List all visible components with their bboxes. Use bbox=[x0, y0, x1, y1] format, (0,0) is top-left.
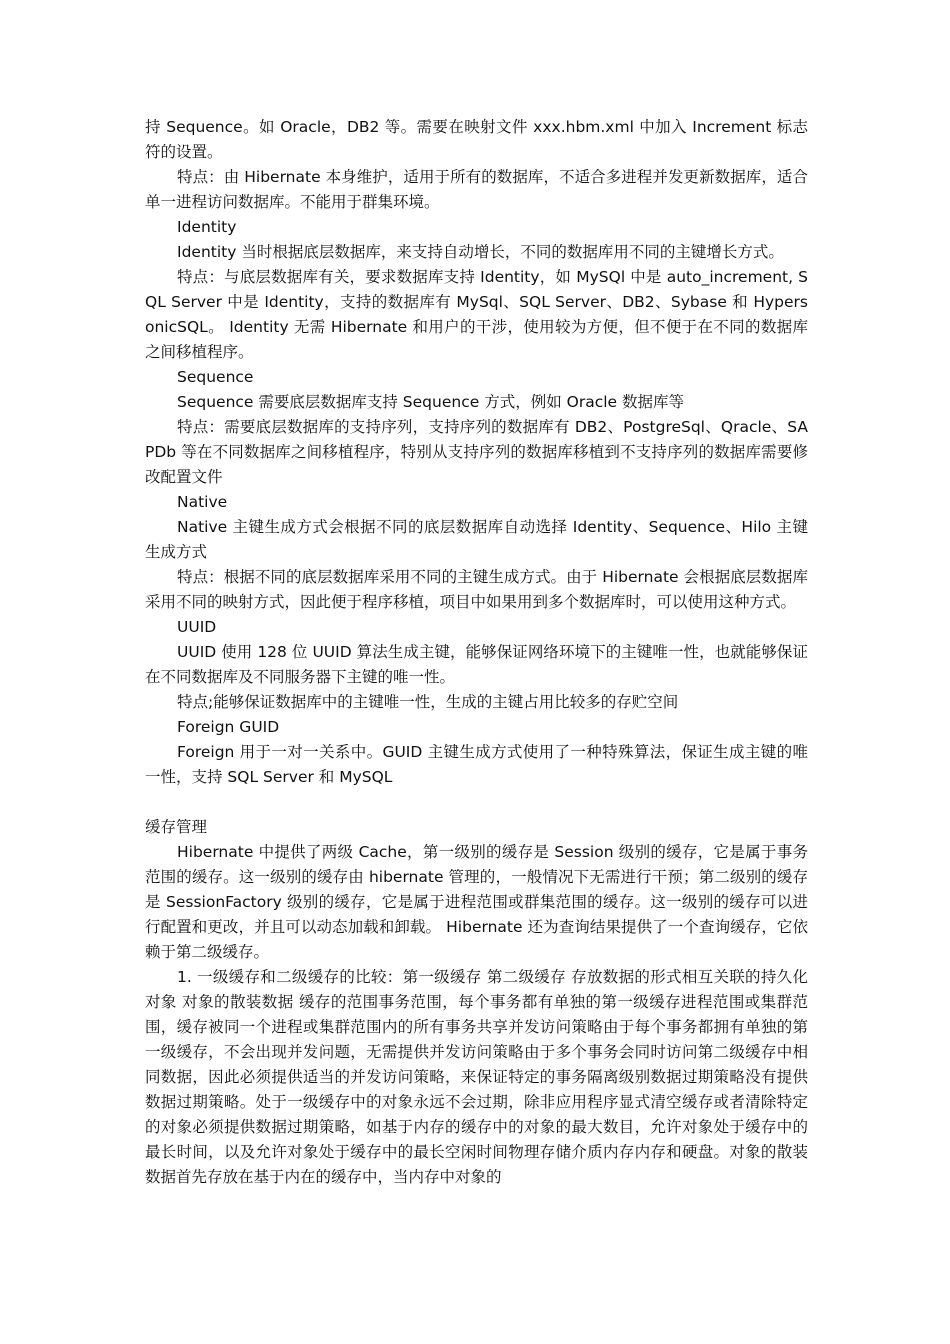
paragraph: 1. 一级缓存和二级缓存的比较：第一级缓存 第二级缓存 存放数据的形式相互关联的持久化对象 对象的散装数据 缓存的范围事务范围，每个事务都有单独的第一级缓存进程范围或集群范围，缓存被同一个进程或集群范围内的所有事务共享并发访问策略由于每个事务都拥有单独的第一级缓存，不会出现并发问题，无需提供并发访问策略由于多个事务会同时访问第二级缓存中相同数据，因此必须提供适当的并发访问策略，来保证特定的事务隔离级别数据过期策略没有提供数据过期策略。处于一级缓存中的对象永远不会过期，除非应用程序显式清空缓存或者清除特定的对象必须提供数据过期策略，如基于内存的缓存中的对象的最大数目，允许对象处于缓存中的最长时间，以及允许对象处于缓存中的最长空闲时间物理存储介质内存内存和硬盘。对象的散装数据首先存放在基于内在的缓存中，当内存中对象的 bbox=[145, 968, 808, 1186]
paragraph: UUID 使用 128 位 UUID 算法生成主键，能够保证网络环境下的主键唯一性，也就能够保证在不同数据库及不同服务器下主键的唯一性。 bbox=[145, 643, 808, 686]
paragraph: 特点：根据不同的底层数据库采用不同的主键生成方式。由于 Hibernate 会根据底层数据库采用不同的映射方式，因此便于程序移植，项目中如果用到多个数据库时，可以使用这种方式。 bbox=[145, 568, 808, 611]
paragraph: 特点;能够保证数据库中的主键唯一性，生成的主键占用比较多的存贮空间 bbox=[177, 693, 679, 711]
paragraph: 特点：由 Hibernate 本身维护，适用于所有的数据库，不适合多进程并发更新数据库，适合单一进程访问数据库。不能用于群集环境。 bbox=[145, 168, 808, 211]
subheading-uuid: UUID bbox=[177, 618, 217, 636]
document-page bbox=[145, 115, 808, 1190]
paragraph: Sequence 需要底层数据库支持 Sequence 方式，例如 Oracle 数据库等 bbox=[177, 393, 684, 411]
paragraph: Identity 当时根据底层数据库，来支持自动增长，不同的数据库用不同的主键增长方式。 bbox=[177, 243, 784, 261]
paragraph: Hibernate 中提供了两级 Cache，第一级别的缓存是 Session 级别的缓存，它是属于事务范围的缓存。这一级别的缓存由 hibernate 管理的，一般情况下无需进行干预；第二级别的缓存是 SessionFactory 级别的缓存，它是属于进程范围或群集范围的缓存。这一级别的缓存可以进行配置和更改，并且可以动态加载和卸载。 Hibernate 还为查询结果提供了一个查询缓存，它依赖于第二级缓存。 bbox=[145, 843, 808, 961]
subheading-identity: Identity bbox=[177, 218, 237, 236]
subheading-native: Native bbox=[177, 493, 228, 511]
paragraph: 持 Sequence。如 Oracle，DB2 等。需要在映射文件 xxx.hbm.xml 中加入 Increment 标志符的设置。 bbox=[145, 118, 808, 161]
subheading-foreign-guid: Foreign GUID bbox=[177, 718, 280, 736]
section-title-cache-management: 缓存管理 bbox=[145, 818, 208, 836]
paragraph: Native 主键生成方式会根据不同的底层数据库自动选择 Identity、Sequence、Hilo 主键生成方式 bbox=[145, 518, 808, 561]
paragraph: 特点：与底层数据库有关，要求数据库支持 Identity，如 MySQl 中是 auto_increment, SQL Server 中是 Identity，支持的数据库有 MySql、SQL Server、DB2、Sybase 和 HypersonicSQL。 Identity 无需 Hibernate 和用户的干涉，使用较为方便，但不便于在不同的数据库之间移植程序。 bbox=[145, 268, 808, 361]
paragraph: 特点：需要底层数据库的支持序列，支持序列的数据库有 DB2、PostgreSql、Qracle、SAPDb 等在不同数据库之间移植程序，特别从支持序列的数据库移植到不支持序列的数据库需要修改配置文件 bbox=[145, 418, 808, 486]
paragraph: Foreign 用于一对一关系中。GUID 主键生成方式使用了一种特殊算法，保证生成主键的唯一性，支持 SQL Server 和 MySQL bbox=[145, 743, 808, 786]
subheading-sequence: Sequence bbox=[177, 368, 254, 386]
